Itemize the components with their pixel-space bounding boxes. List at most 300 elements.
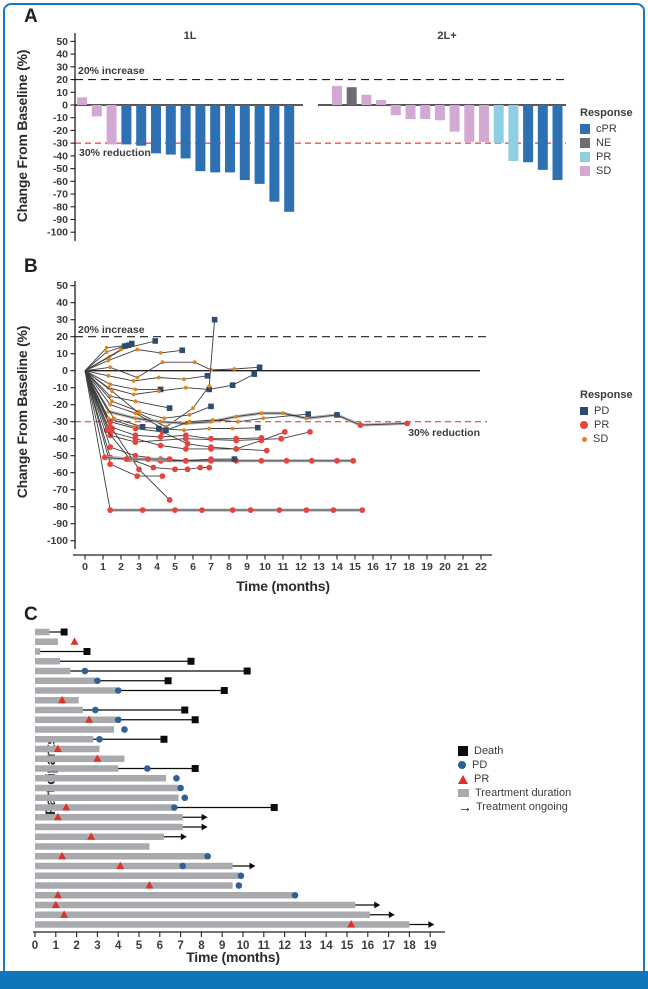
pr-marker <box>107 461 113 467</box>
sd-marker <box>105 350 109 354</box>
x-tick-label: 0 <box>82 561 88 573</box>
pr-marker <box>359 507 365 513</box>
ongoing-arrowhead <box>202 814 208 821</box>
legend-item-label: SD <box>596 165 612 177</box>
pr-marker <box>230 507 236 513</box>
y-tick-label: 0 <box>62 99 68 112</box>
x-tick-label: 17 <box>385 561 397 573</box>
pr-marker <box>264 448 270 454</box>
treatment-duration-bar <box>35 902 355 909</box>
sd-marker <box>108 365 112 369</box>
waterfall-bar <box>77 97 87 105</box>
sd-marker <box>281 411 285 415</box>
pr-marker <box>71 637 79 644</box>
waterfall-bar <box>494 105 504 143</box>
x-tick-label: 6 <box>190 561 196 573</box>
pr-marker <box>259 458 265 464</box>
sd-marker <box>188 420 192 424</box>
pr-marker <box>145 456 151 462</box>
x-tick-label: 1 <box>52 940 60 952</box>
pr-marker <box>160 473 166 479</box>
x-tick-label: 21 <box>457 561 469 573</box>
legend-item-label: Treatment ongoing <box>476 801 568 813</box>
sd-marker <box>105 346 109 350</box>
pr-marker <box>208 444 214 450</box>
death-marker <box>192 765 199 772</box>
trajectory-line <box>85 371 310 442</box>
legend-item-label: PR <box>474 773 490 785</box>
pr-marker <box>404 421 410 427</box>
panel-a-reduction-annotation: 30% reduction <box>79 147 151 159</box>
x-tick-label: 19 <box>423 940 437 952</box>
treatment-duration-bar <box>35 726 114 733</box>
waterfall-bar <box>420 105 430 119</box>
waterfall-bar <box>406 105 416 119</box>
trajectory-line <box>85 371 170 500</box>
treatment-duration-bar <box>35 629 50 636</box>
footer-accent-bar <box>0 971 648 989</box>
y-tick-label: 20 <box>56 74 68 87</box>
waterfall-bar <box>508 105 518 161</box>
pd-marker <box>251 371 257 377</box>
y-tick-label: 20 <box>56 331 68 344</box>
y-tick-label: -70 <box>52 484 68 497</box>
sd-marker <box>182 428 186 432</box>
pd-marker <box>212 317 218 323</box>
waterfall-bar <box>523 105 533 162</box>
pr-marker <box>185 441 191 447</box>
waterfall-bar <box>376 100 386 105</box>
pr-marker <box>208 436 214 442</box>
waterfall-bar <box>255 105 265 184</box>
x-tick-label: 18 <box>403 940 416 952</box>
death-marker <box>160 736 167 743</box>
pr-marker <box>307 429 313 435</box>
pd-marker <box>94 677 101 684</box>
y-tick-label: 40 <box>56 48 68 61</box>
waterfall-bar <box>332 86 342 105</box>
y-tick-label: -80 <box>52 501 68 514</box>
x-tick-label: 22 <box>475 561 487 573</box>
pd-marker <box>305 411 311 417</box>
sd-marker <box>159 351 163 355</box>
pr-marker <box>102 455 108 461</box>
x-tick-label: 7 <box>177 940 184 952</box>
waterfall-bar <box>181 105 191 158</box>
treatment-duration-bar <box>35 658 60 665</box>
sd-marker <box>260 411 264 415</box>
pd-marker <box>140 424 146 430</box>
sd-marker <box>234 415 238 419</box>
treatment-duration-bar <box>35 824 183 831</box>
x-tick-label: 5 <box>172 561 178 573</box>
x-tick-label: 1 <box>100 561 106 573</box>
treatment-duration-bar <box>35 648 40 655</box>
y-tick-label: -20 <box>52 124 68 137</box>
sd-marker <box>108 382 112 386</box>
ongoing-arrowhead <box>249 863 255 870</box>
legend-item-label: PR <box>596 151 612 163</box>
y-tick-label: -70 <box>52 188 68 201</box>
waterfall-bar <box>107 105 117 144</box>
pd-marker <box>96 736 103 743</box>
treatment-duration-bar <box>35 892 293 899</box>
pr-marker <box>172 507 178 513</box>
sd-marker <box>191 406 195 410</box>
panel-b-reduction-annotation: 30% reduction <box>408 427 480 439</box>
x-tick-label: 17 <box>382 940 395 952</box>
y-tick-label: -60 <box>52 467 68 480</box>
x-tick-label: 3 <box>136 561 142 573</box>
pr-marker <box>158 434 164 440</box>
x-tick-label: 9 <box>218 940 226 952</box>
panel-c-swimmer-chart <box>0 610 648 970</box>
y-tick-label: -100 <box>46 535 68 548</box>
x-tick-label: 9 <box>244 561 250 573</box>
sd-marker <box>159 420 163 424</box>
panel-c-xlabel: Time (months) <box>186 949 280 965</box>
x-tick-label: 7 <box>208 561 214 573</box>
pr-marker <box>248 507 254 513</box>
death-marker <box>165 677 172 684</box>
pr-marker <box>151 465 157 471</box>
sd-marker <box>134 411 138 415</box>
y-tick-label: -100 <box>46 226 68 239</box>
y-tick-label: -90 <box>52 518 68 531</box>
pd-marker <box>181 794 188 801</box>
x-tick-label: 13 <box>299 940 312 952</box>
death-marker <box>271 804 278 811</box>
y-tick-label: 50 <box>56 35 68 48</box>
treatment-duration-bar <box>35 843 149 850</box>
sd-marker <box>132 379 136 383</box>
y-tick-label: -50 <box>52 450 68 463</box>
legend-item-label: NE <box>596 137 612 149</box>
pr-marker <box>185 466 191 472</box>
y-tick-label: 40 <box>56 297 68 310</box>
pr-marker <box>183 458 189 464</box>
pd-marker <box>163 427 169 433</box>
pd-marker <box>179 863 186 870</box>
panel-a-increase-annotation: 20% increase <box>78 65 145 77</box>
ongoing-arrowhead <box>374 902 380 909</box>
pd-marker <box>167 405 173 411</box>
panel-a-waterfall-chart <box>0 0 648 250</box>
waterfall-bar <box>479 105 489 142</box>
pr-marker <box>284 458 290 464</box>
waterfall-bar <box>166 105 176 155</box>
y-tick-label: 30 <box>56 61 68 74</box>
waterfall-bar <box>347 87 357 105</box>
pd-marker <box>144 765 151 772</box>
death-marker <box>181 707 188 714</box>
x-tick-label: 14 <box>331 561 343 573</box>
waterfall-bar <box>391 105 401 115</box>
treatment-ongoing-arrow-icon: → <box>458 799 472 815</box>
treatment-duration-bar <box>35 873 239 880</box>
pd-marker <box>204 853 211 860</box>
y-tick-label: -90 <box>52 213 68 226</box>
treatment-duration-bar <box>35 863 233 870</box>
group-label-1l: 1L <box>183 30 197 42</box>
trajectory-line <box>85 350 182 371</box>
x-tick-label: 0 <box>31 940 39 952</box>
pr-marker <box>124 456 130 462</box>
pr-marker <box>259 438 265 444</box>
sd-marker <box>112 416 116 420</box>
sd-marker <box>305 416 309 420</box>
death-marker <box>61 629 68 636</box>
waterfall-bar <box>92 105 102 116</box>
treatment-duration-bar <box>35 804 174 811</box>
death-marker <box>188 658 195 665</box>
pr-marker <box>136 466 142 472</box>
x-tick-label: 4 <box>154 561 160 573</box>
pr-marker <box>277 507 283 513</box>
sd-marker <box>233 367 237 371</box>
sd-marker <box>231 427 235 431</box>
sd-marker <box>107 359 111 363</box>
y-tick-label: -80 <box>52 201 68 214</box>
pd-marker <box>173 775 180 782</box>
ongoing-arrowhead <box>428 921 434 928</box>
legend-item-label: PD <box>472 759 488 771</box>
pd-marker <box>230 382 236 388</box>
pd-marker <box>292 892 299 899</box>
pd-marker <box>238 872 245 879</box>
sd-marker <box>157 389 161 393</box>
sd-marker <box>110 389 114 393</box>
x-tick-label: 13 <box>313 561 325 573</box>
y-tick-label: -20 <box>52 399 68 412</box>
pd-marker <box>171 804 178 811</box>
pr-marker <box>107 424 113 430</box>
treatment-duration-bar <box>35 707 83 714</box>
pr-marker <box>107 507 113 513</box>
pd-marker <box>82 668 89 675</box>
waterfall-bar <box>195 105 205 171</box>
panel-b-legend-title: Response <box>580 389 633 401</box>
panel-b-letter: B <box>24 256 38 277</box>
waterfall-bar <box>210 105 220 172</box>
sd-marker <box>182 377 186 381</box>
waterfall-bar <box>553 105 563 180</box>
panel-a-letter: A <box>24 6 38 27</box>
y-tick-label: 0 <box>62 365 68 378</box>
treatment-duration-bar <box>35 697 79 704</box>
sd-marker <box>134 416 138 420</box>
sd-marker <box>184 386 188 390</box>
sd-marker <box>193 360 197 364</box>
y-tick-label: -40 <box>52 433 68 446</box>
x-tick-label: 14 <box>319 940 333 952</box>
pr-marker <box>140 507 146 513</box>
x-tick-label: 6 <box>156 940 164 952</box>
x-tick-label: 18 <box>403 561 415 573</box>
death-marker <box>221 687 228 694</box>
panel-b-spider-chart <box>0 250 648 610</box>
pr-marker <box>278 436 284 442</box>
waterfall-bar <box>538 105 548 170</box>
x-tick-label: 8 <box>226 561 232 573</box>
legend-item-label: SD <box>593 433 609 445</box>
sd-marker <box>236 420 240 424</box>
sd-marker <box>207 427 211 431</box>
treatment-duration-bar <box>35 678 95 685</box>
panel-a-ylabel: Change From Baseline (%) <box>14 49 30 223</box>
pd-marker <box>232 456 238 462</box>
pd-marker <box>152 338 158 344</box>
treatment-duration-bar <box>35 668 70 675</box>
treatment-duration-bar <box>35 882 233 889</box>
group-label-2l: 2L+ <box>437 30 457 42</box>
x-tick-label: 11 <box>277 561 289 573</box>
sd-marker <box>261 416 265 420</box>
sd-marker <box>211 418 215 422</box>
pd-marker <box>208 404 214 410</box>
y-tick-label: -50 <box>52 163 68 176</box>
pd-marker <box>179 348 185 354</box>
pr-marker <box>331 507 337 513</box>
pr-marker <box>350 458 356 464</box>
treatment-duration-bar <box>35 746 99 753</box>
waterfall-bar <box>284 105 294 212</box>
sd-marker <box>132 393 136 397</box>
sd-marker <box>157 376 161 380</box>
pr-marker <box>107 444 113 450</box>
pr-marker <box>167 456 173 462</box>
pd-marker <box>257 365 263 371</box>
y-tick-label: -60 <box>52 175 68 188</box>
y-tick-label: -10 <box>52 382 68 395</box>
pr-marker <box>197 465 203 471</box>
sd-marker <box>134 399 138 403</box>
y-tick-label: -40 <box>52 150 68 163</box>
waterfall-bar <box>225 105 235 172</box>
sd-marker <box>135 348 139 352</box>
treatment-duration-bar <box>35 687 116 694</box>
y-tick-label: 50 <box>56 280 68 293</box>
pd-marker <box>255 425 261 431</box>
x-tick-label: 2 <box>118 561 124 573</box>
pr-marker <box>133 432 139 438</box>
pr-marker <box>158 443 164 449</box>
sd-marker <box>134 388 138 392</box>
y-tick-label: 10 <box>56 348 68 361</box>
sd-marker <box>207 384 211 388</box>
y-tick-label: -30 <box>52 416 68 429</box>
pr-marker <box>233 436 239 442</box>
pd-marker <box>205 373 211 379</box>
x-tick-label: 2 <box>73 940 80 952</box>
pd-marker <box>129 341 135 347</box>
pr-marker <box>199 507 205 513</box>
waterfall-bar <box>121 105 131 144</box>
x-tick-label: 8 <box>198 940 205 952</box>
waterfall-bar <box>136 105 146 146</box>
waterfall-bar <box>361 95 371 105</box>
waterfall-bar <box>464 105 474 142</box>
x-tick-label: 4 <box>114 940 122 952</box>
y-tick-label: 10 <box>56 86 68 99</box>
waterfall-bar <box>450 105 460 132</box>
pd-marker <box>92 707 99 714</box>
sd-marker <box>188 413 192 417</box>
pd-marker <box>115 687 122 694</box>
pr-marker <box>358 422 364 428</box>
treatment-duration-bar <box>35 785 179 792</box>
treatment-duration-bar <box>35 756 124 763</box>
x-tick-label: 20 <box>439 561 451 573</box>
pr-marker <box>304 507 310 513</box>
sd-marker <box>108 403 112 407</box>
pr-marker <box>208 456 214 462</box>
pr-marker <box>334 458 340 464</box>
x-tick-label: 11 <box>257 940 270 952</box>
x-tick-label: 15 <box>349 561 361 573</box>
pd-marker <box>177 785 184 792</box>
sd-marker <box>119 348 123 352</box>
pr-marker <box>134 473 140 479</box>
y-tick-label: -30 <box>52 137 68 150</box>
legend-item-label: PR <box>594 419 610 431</box>
sd-marker <box>132 425 136 429</box>
sd-marker <box>161 360 165 364</box>
pr-marker <box>206 465 212 471</box>
legend-item-label: cPR <box>596 123 617 135</box>
waterfall-bar <box>240 105 250 180</box>
pr-marker <box>183 432 189 438</box>
x-tick-label: 10 <box>259 561 271 573</box>
pr-marker <box>183 446 189 452</box>
waterfall-bar <box>435 105 445 120</box>
x-tick-label: 3 <box>94 940 101 952</box>
legend-item-label: PD <box>594 405 610 417</box>
pr-marker <box>309 458 315 464</box>
sd-marker <box>162 416 166 420</box>
panel-b-increase-annotation: 20% increase <box>78 324 145 336</box>
treatment-duration-bar <box>35 717 116 724</box>
panel-c-letter: C <box>24 604 38 625</box>
death-marker <box>192 716 199 723</box>
death-marker <box>244 668 251 675</box>
pr-marker <box>282 429 288 435</box>
treatment-duration-bar <box>35 834 164 841</box>
death-marker <box>84 648 91 655</box>
ongoing-arrowhead <box>389 911 395 918</box>
treatment-duration-bar <box>35 736 93 743</box>
legend-item-label: Death <box>474 745 504 757</box>
sd-marker <box>135 376 139 380</box>
x-tick-label: 12 <box>278 940 291 952</box>
sd-marker <box>110 399 114 403</box>
treatment-duration-bar <box>35 639 58 646</box>
ongoing-arrowhead <box>181 833 187 840</box>
panel-b-ylabel: Change From Baseline (%) <box>14 325 30 499</box>
sd-marker <box>107 374 111 378</box>
waterfall-bar <box>269 105 279 202</box>
pd-marker <box>236 882 243 889</box>
x-tick-label: 19 <box>421 561 433 573</box>
pr-marker <box>233 446 239 452</box>
treatment-duration-bar <box>35 912 370 919</box>
treatment-duration-bar <box>35 765 118 772</box>
sd-marker <box>107 416 111 420</box>
treatment-duration-bar <box>35 795 179 802</box>
pd-marker <box>121 726 128 733</box>
x-tick-label: 12 <box>295 561 307 573</box>
y-tick-label: 30 <box>56 314 68 327</box>
